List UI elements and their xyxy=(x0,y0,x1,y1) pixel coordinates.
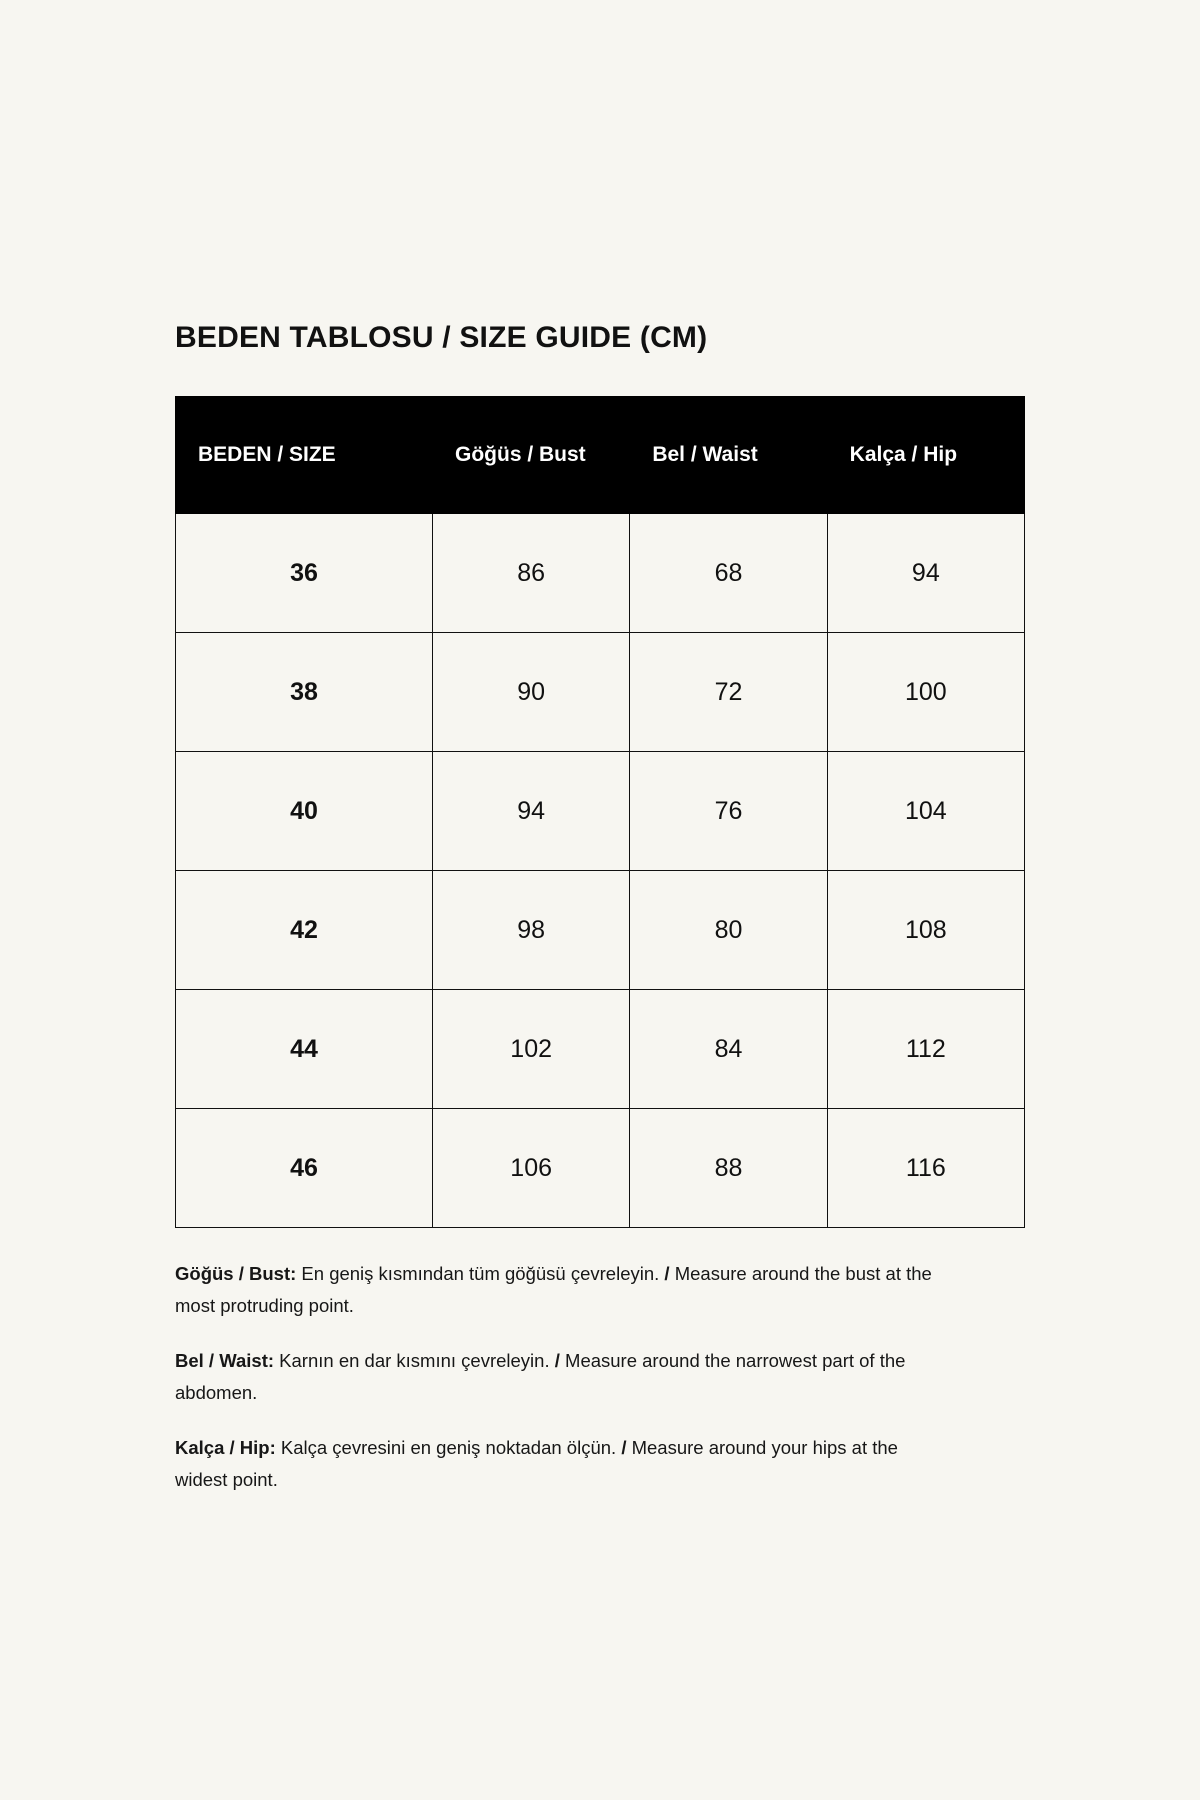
note-waist-en: Measure around the narrowest part of the abdomen. xyxy=(175,1349,906,1404)
cell-size: 44 xyxy=(176,990,433,1109)
cell-bust: 98 xyxy=(433,871,630,990)
size-guide-table xyxy=(175,396,1025,1228)
table-row xyxy=(176,1109,1025,1228)
cell-bust: 102 xyxy=(433,990,630,1109)
cell-waist: 84 xyxy=(630,990,827,1109)
note-bust-en: Measure around the bust at the most protruding point. xyxy=(175,1263,932,1317)
note-hip-en: Measure around your hips at the widest point. xyxy=(175,1436,898,1490)
measurement-notes xyxy=(175,1258,935,1496)
note-waist-label: Bel / Waist: xyxy=(175,1349,275,1371)
note-bust-tr: En geniş kısmından tüm göğüsü çevreleyin. xyxy=(296,1263,665,1284)
cell-waist: 76 xyxy=(630,752,827,871)
cell-waist: 68 xyxy=(630,514,827,633)
table-header xyxy=(176,397,1025,514)
cell-size: 38 xyxy=(176,633,433,752)
column-header-bust: Göğüs / Bust xyxy=(433,397,630,514)
note-waist xyxy=(175,1345,935,1410)
cell-size: 36 xyxy=(176,514,433,633)
note-waist-tr: Karnın en dar kısmını çevreleyin. xyxy=(274,1349,555,1371)
cell-hip: 94 xyxy=(827,514,1024,633)
cell-hip: 108 xyxy=(827,871,1024,990)
note-bust xyxy=(175,1258,935,1323)
cell-hip: 104 xyxy=(827,752,1024,871)
note-hip-tr: Kalça çevresini en geniş noktadan ölçün. xyxy=(275,1436,622,1458)
cell-hip: 100 xyxy=(827,633,1024,752)
cell-size: 40 xyxy=(176,752,433,871)
table-row xyxy=(176,633,1025,752)
cell-hip: 112 xyxy=(827,990,1024,1109)
cell-size: 46 xyxy=(176,1109,433,1228)
cell-bust: 94 xyxy=(433,752,630,871)
note-bust-label: Göğüs / Bust: xyxy=(175,1263,297,1284)
cell-size: 42 xyxy=(176,871,433,990)
note-hip xyxy=(175,1432,935,1497)
cell-waist: 88 xyxy=(630,1109,827,1228)
cell-hip: 116 xyxy=(827,1109,1024,1228)
size-guide-content xyxy=(175,320,1025,1496)
table-row xyxy=(176,752,1025,871)
column-header-hip: Kalça / Hip xyxy=(827,397,1024,514)
table-body xyxy=(176,514,1025,1228)
cell-waist: 72 xyxy=(630,633,827,752)
table-row xyxy=(176,871,1025,990)
cell-bust: 86 xyxy=(433,514,630,633)
cell-bust: 90 xyxy=(433,633,630,752)
column-header-waist: Bel / Waist xyxy=(630,397,827,514)
table-header-row xyxy=(176,397,1025,514)
table-row xyxy=(176,990,1025,1109)
note-hip-separator: / xyxy=(621,1436,627,1458)
column-header-size: BEDEN / SIZE xyxy=(176,397,433,514)
page-title: BEDEN TABLOSU / SIZE GUIDE (CM) xyxy=(175,321,708,354)
table-row xyxy=(176,514,1025,633)
note-hip-label: Kalça / Hip: xyxy=(175,1436,276,1458)
note-bust-separator: / xyxy=(664,1263,670,1284)
cell-waist: 80 xyxy=(630,871,827,990)
cell-bust: 106 xyxy=(433,1109,630,1228)
note-waist-separator: / xyxy=(554,1349,560,1371)
